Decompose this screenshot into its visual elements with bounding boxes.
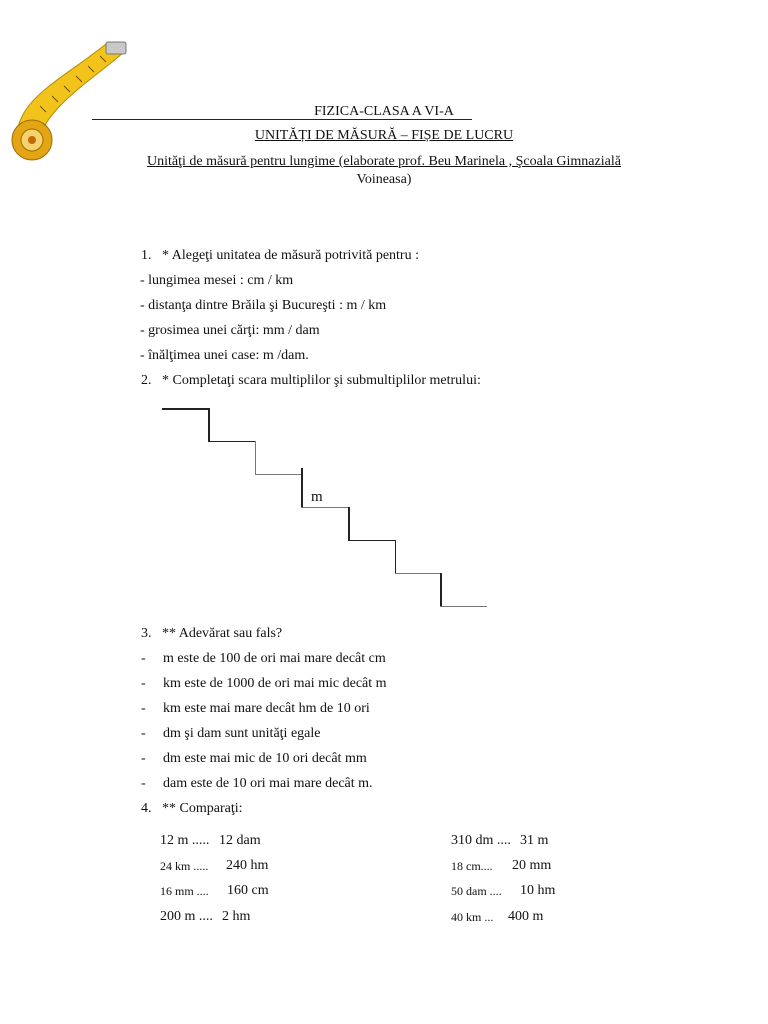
q3-dash: - bbox=[141, 676, 146, 691]
compare-right-b: 400 m bbox=[508, 909, 544, 924]
compare-right-a: 310 dm .... bbox=[451, 833, 511, 848]
q3-dash: - bbox=[141, 701, 146, 716]
stair-riser bbox=[348, 507, 350, 541]
q2-number: 2. bbox=[141, 373, 152, 388]
q3-item-2: km este de 1000 de ori mai mic decât m bbox=[163, 676, 387, 691]
stair-step bbox=[348, 540, 396, 541]
stair-riser bbox=[255, 441, 256, 475]
page-description-line2: Voineasa) bbox=[356, 172, 412, 187]
stair-riser bbox=[440, 573, 442, 607]
compare-right-b: 10 hm bbox=[520, 883, 556, 898]
compare-left-a: 200 m .... bbox=[160, 909, 213, 924]
q3-number: 3. bbox=[141, 626, 152, 641]
compare-left-b: 12 dam bbox=[219, 833, 261, 848]
q1-item-4: - înălţimea unei case: m /dam. bbox=[140, 348, 309, 363]
q4-text: ** Comparaţi: bbox=[162, 801, 243, 816]
stair-step bbox=[162, 408, 208, 410]
stair-step bbox=[440, 606, 487, 607]
compare-right-b: 20 mm bbox=[512, 858, 552, 873]
stair-step bbox=[255, 474, 301, 475]
q2-text: * Completaţi scara multiplilor şi submultiplilor metrului: bbox=[162, 373, 481, 388]
stair-riser bbox=[395, 540, 396, 574]
q3-dash: - bbox=[141, 751, 146, 766]
q3-item-5: dm este mai mic de 10 ori decât mm bbox=[163, 751, 367, 766]
q3-dash: - bbox=[141, 726, 146, 741]
page-subtitle: UNITĂȚI DE MĂSURĂ – FIȘE DE LUCRU bbox=[254, 128, 514, 143]
q3-item-3: km este mai mare decât hm de 10 ori bbox=[163, 701, 370, 716]
stair-riser bbox=[208, 408, 210, 442]
stair-step bbox=[395, 573, 441, 574]
q3-item-1: m este de 100 de ori mai mare decât cm bbox=[163, 651, 386, 666]
q1-item-2: - distanţa dintre Brăila şi Bucureşti : m / km bbox=[140, 298, 387, 313]
stair-step bbox=[208, 441, 256, 442]
q3-dash: - bbox=[141, 776, 146, 791]
q3-item-6: dam este de 10 ori mai mare decât m. bbox=[163, 776, 373, 791]
stair-label-m: m bbox=[311, 489, 323, 505]
compare-left-b: 2 hm bbox=[222, 909, 251, 924]
stair-riser bbox=[301, 468, 303, 508]
q3-dash: - bbox=[141, 651, 146, 666]
compare-right-b: 31 m bbox=[520, 833, 549, 848]
stair-step bbox=[301, 507, 349, 508]
page-description-line1: Unităţi de măsură pentru lungime (elaborate prof. Beu Marinela , Şcoala Gimnazială bbox=[147, 154, 621, 169]
compare-left-a: 12 m ..... bbox=[160, 833, 210, 848]
page-title: FIZICA-CLASA A VI-A bbox=[314, 104, 454, 119]
q1-text: * Alegeţi unitatea de măsură potrivită pentru : bbox=[162, 248, 419, 263]
compare-right-a: 50 dam .... bbox=[451, 884, 502, 898]
q3-item-4: dm şi dam sunt unităţi egale bbox=[163, 726, 321, 741]
compare-left-b: 160 cm bbox=[227, 883, 269, 898]
q3-text: ** Adevărat sau fals? bbox=[162, 626, 283, 641]
q1-number: 1. bbox=[141, 248, 152, 263]
q1-item-1: - lungimea mesei : cm / km bbox=[140, 273, 294, 288]
tape-measure-icon bbox=[6, 36, 134, 164]
compare-right-a: 40 km ... bbox=[451, 910, 494, 924]
q4-number: 4. bbox=[141, 801, 152, 816]
compare-left-b: 240 hm bbox=[226, 858, 269, 873]
compare-left-a: 24 km ..... bbox=[160, 859, 209, 873]
compare-right-a: 18 cm.... bbox=[451, 859, 493, 873]
q1-item-3: - grosimea unei cărţi: mm / dam bbox=[140, 323, 320, 338]
compare-left-a: 16 mm .... bbox=[160, 884, 209, 898]
